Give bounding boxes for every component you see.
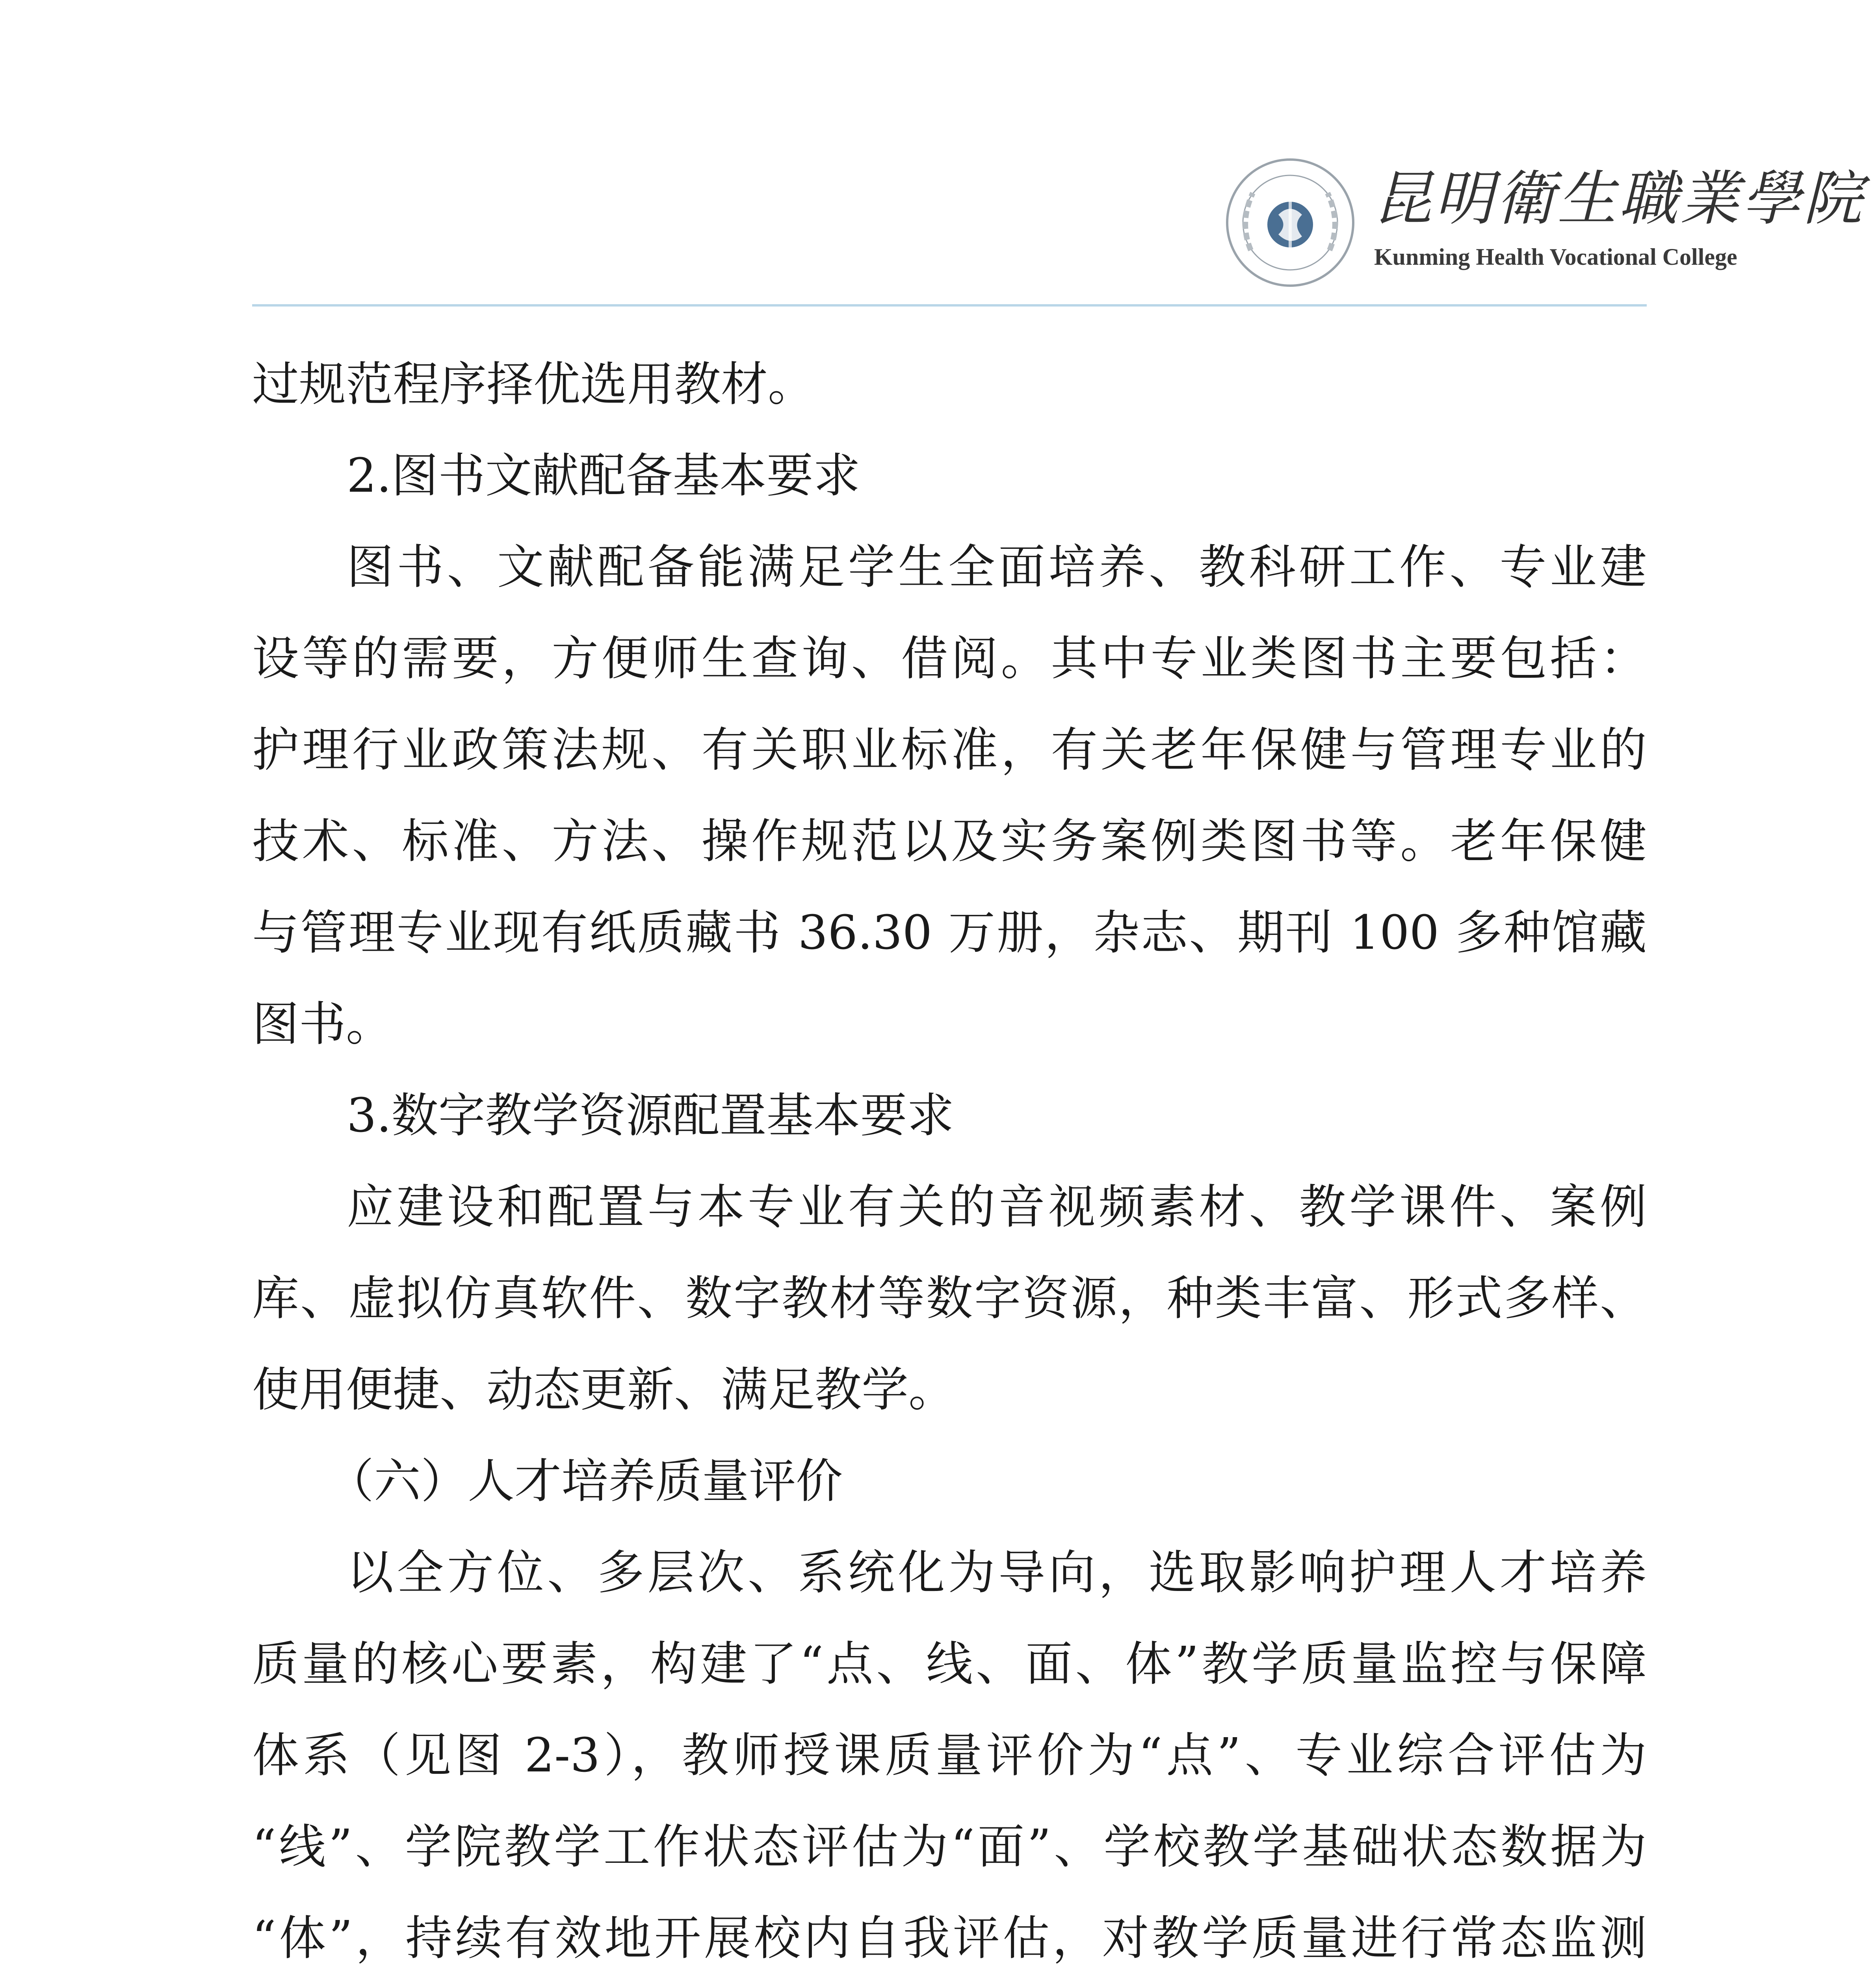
header-divider xyxy=(252,304,1647,307)
paragraph-line: 技术、标准、方法、操作规范以及实务案例类图书等。老年保健 xyxy=(252,814,1647,869)
college-name-english: Kunming Health Vocational College xyxy=(1374,244,1737,270)
paragraph-line: 图书、文献配备能满足学生全面培养、教科研工作、专业建 xyxy=(347,540,1647,595)
paragraph-line: 图书。 xyxy=(252,997,393,1052)
paragraph-line: “体”，持续有效地开展校内自我评估，对教学质量进行常态监测 xyxy=(252,1911,1647,1966)
paragraph-line: 库、虚拟仿真软件、数字教材等数字资源，种类丰富、形式多样、 xyxy=(252,1271,1647,1326)
college-seal-logo xyxy=(1223,156,1357,290)
paragraph-line: 以全方位、多层次、系统化为导向，选取影响护理人才培养 xyxy=(347,1546,1647,1600)
section-heading: 3.数字教学资源配置基本要求 xyxy=(347,1089,954,1143)
college-name-chinese: 昆明衛生職業學院 xyxy=(1373,165,1865,233)
paragraph-line: 护理行业政策法规、有关职业标准，有关老年保健与管理专业的 xyxy=(252,723,1647,777)
section-heading: 2.图书文献配备基本要求 xyxy=(347,449,860,503)
paragraph-line: 质量的核心要素，构建了“点、线、面、体”教学质量监控与保障 xyxy=(252,1637,1647,1691)
paragraph-line: 应建设和配置与本专业有关的音视频素材、教学课件、案例 xyxy=(347,1180,1647,1234)
paragraph-line: 使用便捷、动态更新、满足教学。 xyxy=(252,1363,955,1417)
page-body xyxy=(252,339,1647,1970)
section-heading: （六）人才培养质量评价 xyxy=(327,1454,843,1509)
paragraph-line: 设等的需要，方便师生查询、借阅。其中专业类图书主要包括： xyxy=(252,632,1647,686)
paragraph-line: 与管理专业现有纸质藏书 36.30 万册，杂志、期刊 100 多种馆藏 xyxy=(252,906,1647,960)
paragraph-line: 过规范程序择优选用教材。 xyxy=(252,357,815,412)
paragraph-line: 体系（见图 2-3），教师授课质量评价为“点”、专业综合评估为 xyxy=(252,1728,1647,1783)
paragraph-line: “线”、学院教学工作状态评估为“面”、学校教学基础状态数据为 xyxy=(252,1820,1647,1874)
